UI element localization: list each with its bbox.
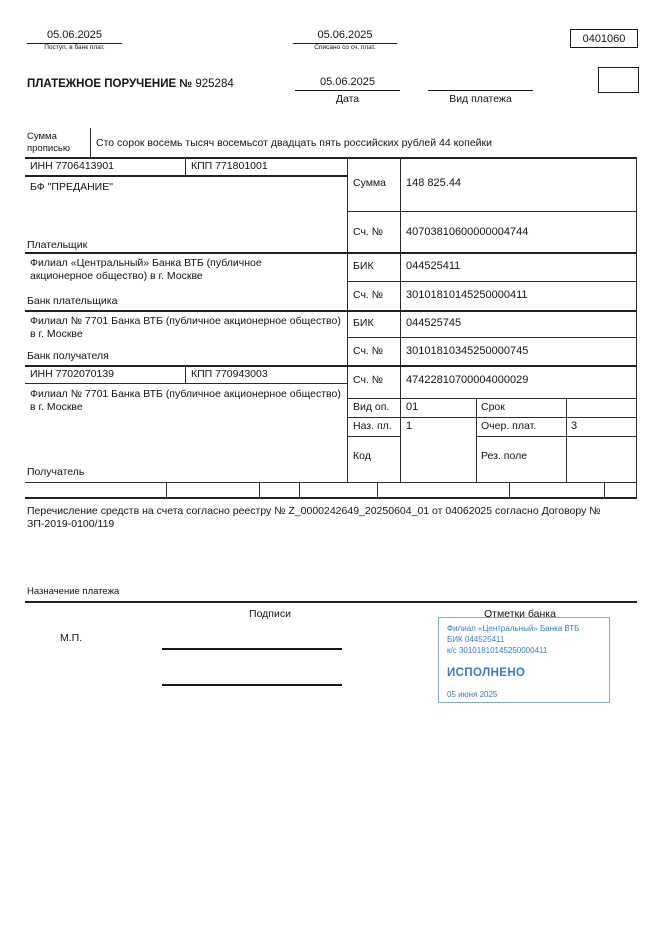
receiver-name: Филиал № 7701 Банка ВТБ (публичное акционерное общество) в г. Москве [30, 388, 341, 414]
priority-label: Очер. плат. [481, 420, 537, 432]
payer-account: 40703810600000004744 [406, 226, 529, 238]
payment-type-label: Вид платежа [449, 93, 512, 105]
table-border [347, 337, 637, 338]
table-border [25, 482, 637, 483]
payer-bank-bik-label: БИК [353, 260, 374, 272]
table-border [476, 398, 477, 482]
table-border [25, 310, 637, 312]
priority-value: 3 [571, 420, 578, 432]
amount-in-words-label: Сумма прописью [27, 131, 70, 155]
table-border [636, 157, 637, 497]
debited-date-value: 05.06.2025 [293, 29, 397, 44]
receiver-bank-account: 30101810345250000745 [406, 345, 529, 357]
receiver-bank-account-label: Сч. № [353, 345, 384, 357]
table-border [604, 482, 605, 497]
payer-bank-account: 30101810145250000411 [406, 289, 528, 301]
table-border [25, 365, 637, 367]
document-number: 925284 [195, 78, 234, 90]
receiver-inn: ИНН 7702070139 [30, 368, 115, 380]
form-code-box [570, 29, 638, 48]
table-border [347, 211, 637, 212]
table-border [509, 482, 510, 497]
payer-label: Плательщик [27, 239, 88, 251]
payer-bank-label: Банк плательщика [27, 295, 118, 307]
table-border [25, 252, 637, 254]
op-type-label: Вид оп. [353, 401, 390, 413]
table-border [259, 482, 260, 497]
table-border [347, 398, 637, 399]
amount-value: 148 825.44 [406, 177, 462, 189]
receiver-bank-name: Филиал № 7701 Банка ВТБ (публичное акционерное общество) в г. Москве [30, 315, 341, 341]
payer-account-label: Сч. № [353, 226, 384, 238]
document-date-field [295, 76, 400, 105]
table-border [400, 157, 401, 482]
document-date-value: 05.06.2025 [295, 76, 400, 91]
table-border [347, 281, 637, 282]
payer-bank-bik: 044525411 [406, 260, 461, 272]
table-border [377, 482, 378, 497]
stamp-place-label: М.П. [60, 632, 83, 644]
table-border [25, 157, 637, 159]
receiver-bank-bik-label: БИК [353, 317, 374, 329]
term-label: Срок [481, 401, 505, 413]
signature-line-1 [162, 648, 342, 650]
payment-purpose-text: Перечисление средств на счета согласно реестру № Z_0000242649_20250604_01 от 04062025 согласно Договору № ЗП-2019-0100/119 [27, 505, 601, 531]
payment-purpose-label: Назначение платежа [27, 586, 120, 597]
document-title [27, 78, 234, 90]
table-border [25, 175, 347, 177]
payer-bank-account-label: Сч. № [353, 289, 384, 301]
receiver-account-label: Сч. № [353, 374, 384, 386]
table-border [25, 497, 637, 499]
table-border [566, 398, 567, 482]
table-border [185, 157, 186, 175]
payment-type-field [428, 76, 533, 105]
receiver-bank-label: Банк получателя [27, 350, 109, 362]
signature-line-2 [162, 684, 342, 686]
amount-label: Сумма [353, 177, 386, 189]
payer-kpp: КПП 771801001 [191, 160, 268, 172]
table-border [166, 482, 167, 497]
table-border [185, 365, 186, 383]
bank-execution-stamp [438, 617, 610, 703]
table-border [25, 601, 637, 603]
form-code: 0401060 [582, 32, 626, 45]
title-text: ПЛАТЕЖНОЕ ПОРУЧЕНИЕ № [27, 78, 193, 90]
table-border [476, 436, 637, 437]
bank-marks-label: Отметки банка [484, 608, 556, 620]
stamp-corr-account: к/с 30101810145250000411 [447, 645, 548, 655]
received-date-value: 05.06.2025 [27, 29, 122, 44]
op-type-value: 01 [406, 401, 419, 413]
table-border [90, 128, 91, 157]
received-date-label: Поступ. в банк плат. [44, 44, 105, 51]
debited-from-account-date [293, 29, 397, 51]
purpose-code-label: Наз. пл. [353, 420, 392, 432]
amount-in-words: Сто сорок восемь тысяч восемьсот двадцать пять российских рублей 44 копейки [96, 137, 492, 149]
payer-bank-name: Филиал «Центральный» Банка ВТБ (публичное акционерное общество) в г. Москве [30, 257, 262, 283]
receiver-label: Получатель [27, 466, 85, 478]
receiver-account: 47422810700004000029 [406, 374, 529, 386]
table-border [25, 383, 347, 384]
receiver-bank-bik: 044525745 [406, 317, 462, 329]
receiver-kpp: КПП 770943003 [191, 368, 268, 380]
table-border [347, 417, 637, 418]
stamp-bank-name: Филиал «Центральный» Банка ВТБ [447, 624, 580, 633]
stamp-bik: БИК 044525411 [447, 634, 505, 644]
signatures-label: Подписи [249, 608, 291, 620]
table-border [347, 436, 400, 437]
code-label: Код [353, 450, 371, 462]
stamp-status: ИСПОЛНЕНО [447, 667, 526, 680]
table-border [299, 482, 300, 497]
payment-type-code-box [598, 67, 639, 93]
payer-inn: ИНН 7706413901 [30, 160, 115, 172]
table-border [347, 157, 348, 482]
debited-date-label: Списано со сч. плат. [314, 44, 376, 51]
reserve-field-label: Рез. поле [481, 450, 528, 462]
payer-name: БФ "ПРЕДАНИЕ" [30, 181, 113, 193]
received-in-bank-date [27, 29, 122, 51]
document-date-label: Дата [335, 93, 360, 105]
stamp-date: 05 июня 2025 [447, 689, 498, 699]
purpose-code-value: 1 [406, 420, 413, 432]
payment-type-value [428, 76, 533, 91]
